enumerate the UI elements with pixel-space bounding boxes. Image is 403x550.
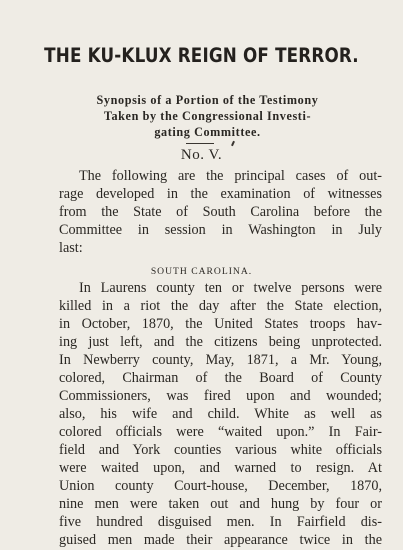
text-line: Committee in session in Washington in July <box>59 222 382 238</box>
divider-rule <box>186 143 214 144</box>
text-line: in October, 1870, the United States troops hav- <box>59 316 382 332</box>
subheading-line: Synopsis of a Portion of the Testimony <box>96 93 319 107</box>
ink-mark <box>231 141 235 146</box>
text-line: Union county Court-house, December, 1870, <box>59 478 382 494</box>
section-heading: SOUTH CAROLINA. <box>150 266 253 277</box>
text-line: last: <box>59 240 83 256</box>
text-line: killed in a riot the day after the State election, <box>59 298 382 314</box>
subheading-line: gating Committee. <box>154 125 261 139</box>
text-line: In Laurens county ten or twelve persons were <box>79 280 382 296</box>
text-line: nine men were taken out and hung by four or <box>59 496 382 512</box>
text-line: rage developed in the examination of witnesses <box>59 186 382 202</box>
text-line: In Newberry county, May, 1871, a Mr. Young, <box>59 352 382 368</box>
text-line: five hundred disguised men. In Fairfield dis- <box>59 514 382 530</box>
body-paragraph <box>59 279 382 549</box>
article-subheading <box>40 92 375 140</box>
intro-paragraph <box>59 167 382 257</box>
text-line: colored, Chairman of the Board of County <box>59 370 382 386</box>
text-line: The following are the principal cases of out- <box>79 168 382 184</box>
text-line: from the State of South Carolina before the <box>59 204 382 220</box>
text-line: field and York counties various white officials <box>59 442 382 458</box>
subheading-line: Taken by the Congressional Investi- <box>103 109 312 123</box>
article-number: No. V. <box>180 147 223 163</box>
text-line: ing just left, and the citizens being unprotected. <box>59 334 382 350</box>
article-headline: THE KU-KLUX REIGN OF TERROR. <box>44 44 359 67</box>
text-line: Commissioners, was fired upon and wounded; <box>59 388 382 404</box>
text-line: guised men made their appearance twice in the <box>59 532 382 548</box>
text-line: also, his wife and child. White as well as <box>59 406 382 422</box>
text-line: colored officials were “waited upon.” In Fair- <box>59 424 382 440</box>
text-line: were waited upon, and warned to resign. At <box>59 460 382 476</box>
